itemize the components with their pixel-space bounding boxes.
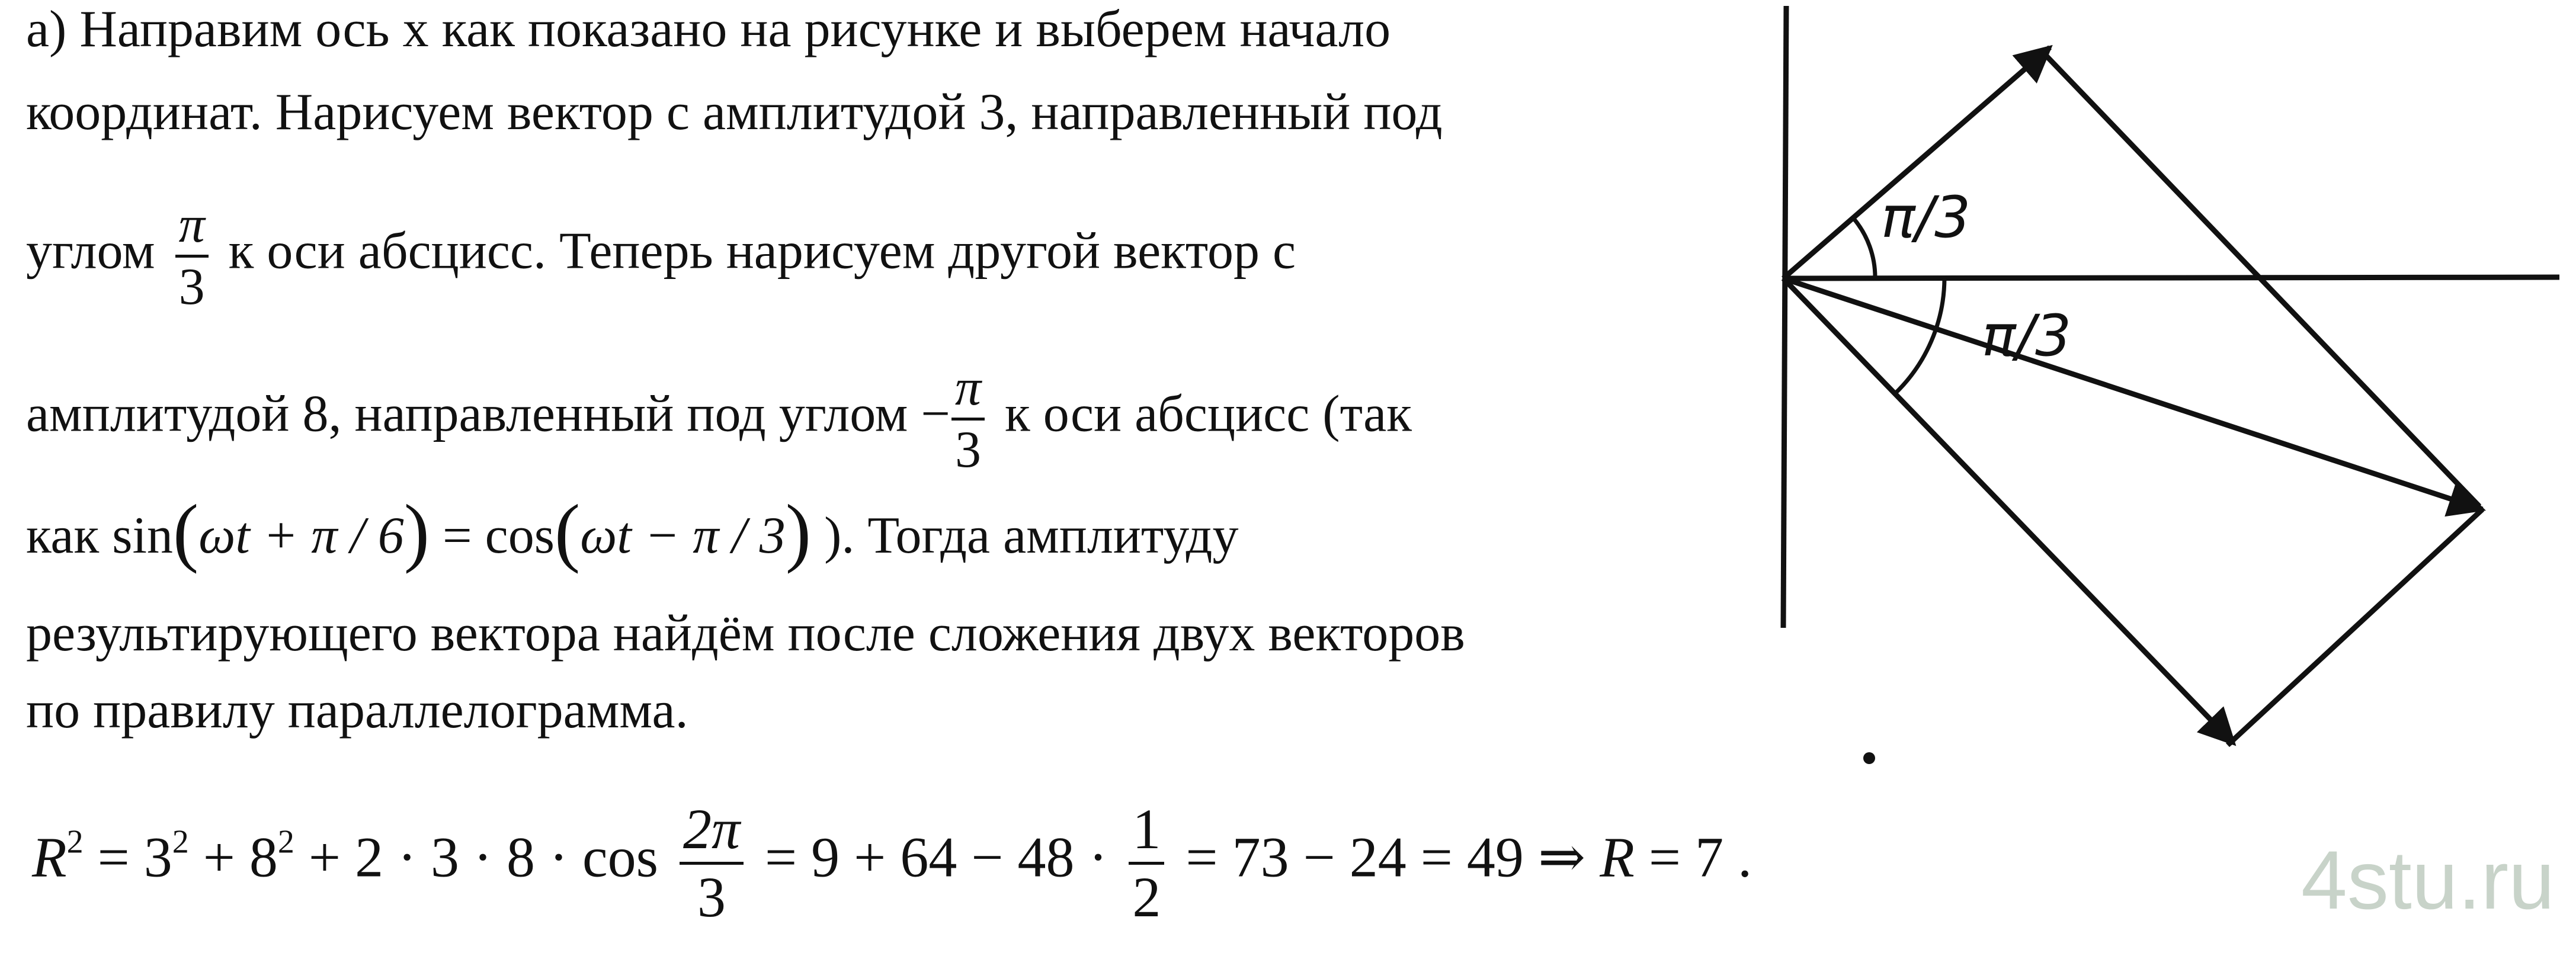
text-line-4-start: амплитудой 8, направленный под углом (26, 385, 908, 443)
text-line-5-end: ). Тогда амплитуду (824, 507, 1239, 564)
fraction-pi-over-3-negative (951, 358, 985, 480)
fraction-denominator: 3 (175, 255, 209, 317)
text-line-3-end: к оси абсцисс. Теперь нарисуем другой вектор с (228, 222, 1296, 280)
minus-sign: − (921, 385, 950, 443)
y-axis (1783, 6, 1786, 628)
text-line-4 (26, 358, 1412, 480)
text-line-4-end: к оси абсцисс (так (1005, 385, 1412, 443)
stray-dot (1863, 752, 1875, 764)
fraction-numerator: π (178, 196, 205, 254)
vector-diagram (1754, 0, 2576, 829)
cos-function: cos (485, 507, 555, 564)
x-axis (1783, 277, 2559, 278)
text-line-2: координат. Нарисуем вектор с амплитудой 3, направленный под (26, 84, 1443, 141)
sin-argument: ωt + π / 6 (198, 507, 404, 564)
text-line-1: а) Направим ось x как показано на рисунке и выберем начало (26, 1, 1391, 58)
text-line-3 (26, 195, 1296, 317)
fraction-pi-over-3 (175, 195, 209, 317)
angle-label-upper: π/3 (1881, 184, 1971, 251)
result-formula: $R^2 = 3^2 + 8^2 + 2 \cdot 3 \cdot 8 \cdot \cos$ $\frac{2\pi}{3}$ = 9 + 64 − 48 · $\frac{1}{2}$ = 73 − 24 = 49 ⇒ R = 7 . (32, 797, 1752, 929)
text-line-5-start: как (26, 507, 100, 564)
fraction-numerator: π (954, 359, 981, 416)
resultant-vector (1783, 278, 2482, 509)
fraction-2pi-over-3: $\frac{2\pi}{3}$ (680, 797, 744, 930)
angle-arc-upper (1853, 218, 1875, 278)
fraction-denominator: 3 (951, 418, 985, 480)
formula-R: R (32, 825, 67, 889)
text-line-6: результирующего вектора найдём после сложения двух векторов (26, 605, 1465, 662)
watermark: 4stu.ru (2301, 833, 2555, 926)
parallelogram-side-bottom (2228, 509, 2482, 745)
angle-arc-lower (1895, 278, 1944, 394)
sin-function: sin (112, 507, 173, 564)
cos-argument: ωt − π / 3 (580, 507, 786, 564)
fraction-one-half: $\frac{1}{2}$ (1129, 797, 1164, 930)
text-line-7: по правилу параллелограмма. (26, 682, 688, 739)
equals-sign: = (443, 507, 472, 564)
angle-label-lower: π/3 (1982, 303, 2072, 369)
text-line-3-start: углом (26, 222, 155, 280)
text-line-5: как sin(ωt + π / 6) = cos(ωt − π / 3) ). Тогда амплитуду (26, 489, 1239, 575)
